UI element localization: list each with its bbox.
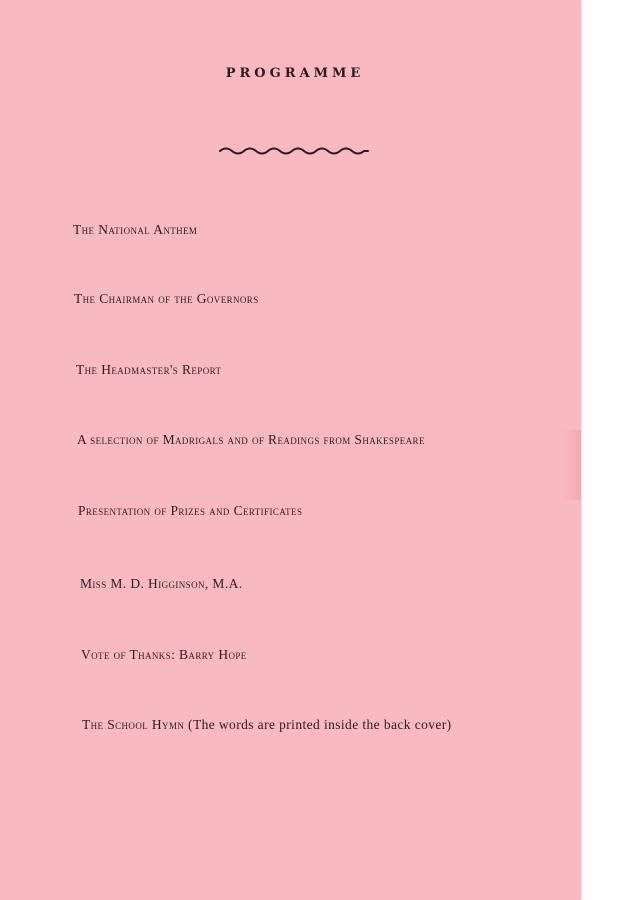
list-item: Presentation of Prizes and Certificates: [78, 503, 303, 518]
paper-fold: [562, 430, 581, 500]
list-item: [82, 717, 452, 733]
wavy-divider-icon: [218, 143, 370, 157]
list-item: A selection of Madrigals and of Readings from Shakespeare: [77, 432, 425, 447]
list-item: The Chairman of the Governors: [74, 291, 259, 306]
hymn-note: (The words are printed inside the back cover): [188, 717, 452, 732]
list-item: The National Anthem: [73, 222, 198, 237]
hymn-title: The School Hymn: [82, 717, 185, 732]
page-title: PROGRAMME: [225, 66, 365, 81]
list-item: Vote of Thanks: Barry Hope: [81, 647, 247, 662]
list-item: The Headmaster's Report: [76, 362, 222, 377]
list-item: Miss M. D. Higginson, M.A.: [80, 576, 243, 591]
